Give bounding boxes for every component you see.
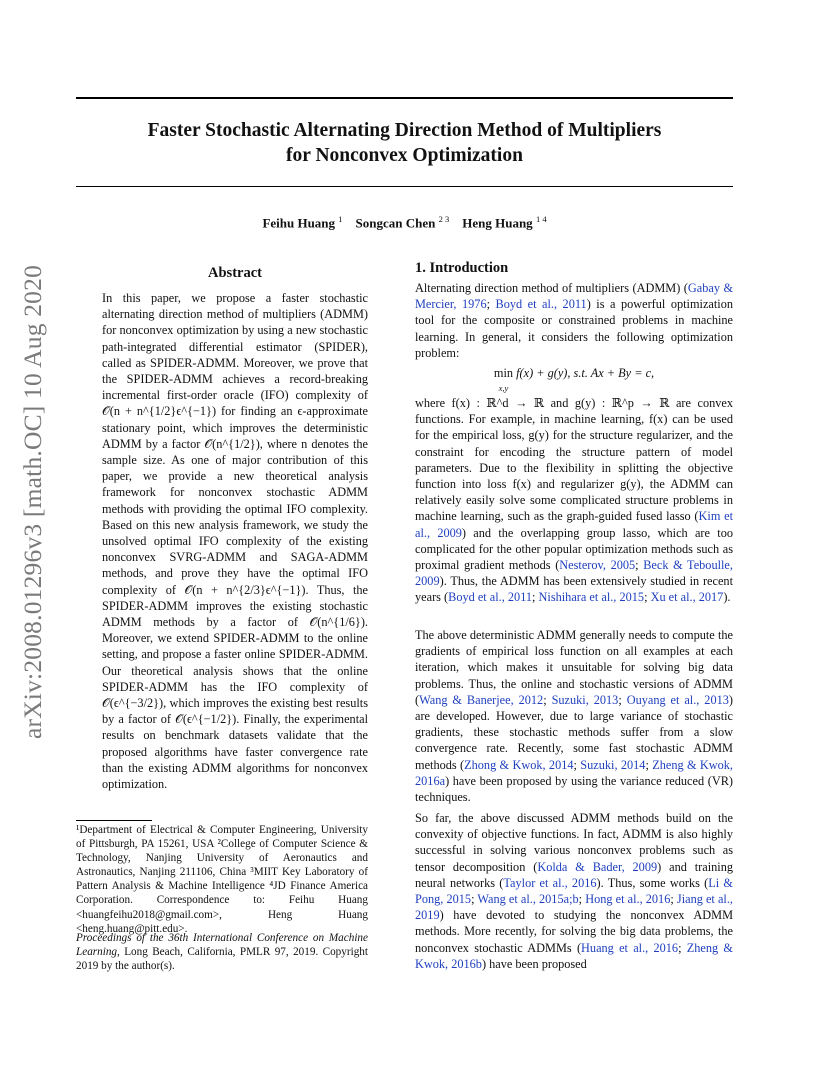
paper-title <box>76 118 733 168</box>
intro-paragraph-1: Alternating direction method of multipliers (ADMM) (Gabay & Mercier, 1976; Boyd et al., 2011) is a powerful optimization tool for the composite or constrained problems in machine learning. In general, it considers the following optimization problem: <box>415 281 734 360</box>
text-run: where f(x) : ℝ^d → ℝ and g(y) : ℝ^p → ℝ are convex functions. For example, in machine learning, f(x) can be used for the empirical loss, g(y) for the structure regularizer, and the constraint for encoding the structure pattern of model parameters. Due to the flexibility in splitting the objective function into loss f(x) and regularizer g(y), the ADMM can relatively easily solve some complicated structure problems in machine learning, such as the graph-guided fused lasso ( <box>415 396 733 524</box>
eq-body: f(x) + g(y), s.t. Ax + By = c, <box>516 366 655 380</box>
eq-min: min <box>493 366 514 380</box>
section-heading: 1. Introduction <box>415 260 509 276</box>
bottom-rule <box>76 186 733 187</box>
citation-link[interactable]: Kolda & Bader, 2009 <box>537 859 658 874</box>
citation-link[interactable]: Huang et al., 2016 <box>581 940 679 955</box>
text-run: The above deterministic ADMM generally needs to compute the gradients of empirical loss function on all examples at each iteration, which makes it unsuitable for solving big data problems. Thus, the online and stochastic versions of ADMM ( <box>415 628 733 707</box>
text-run: ) have been proposed by using the variance reduced (VR) techniques. <box>415 773 733 805</box>
citation-link[interactable]: Xu et al., 2017 <box>650 590 724 605</box>
citation-link[interactable]: Suzuki, 2013 <box>551 692 619 707</box>
affiliation-text: ¹Department of Electrical & Computer Engineering, University of Pittsburgh, PA 15261, USA ²College of Computer Science & Technology, Nanjing University of Aeronautics and Astronautics, Nanjing 211106, China ³MIIT Key Laboratory of Pattern Analysis & Machine Intelligence ⁴JD Finance America Corporation. Correspondence to: Feihu Huang <huangfeihu2018@gmail.com>, Heng Huang <heng.huang@pitt.edu>. <box>76 824 368 935</box>
citation-link[interactable]: Suzuki, 2014 <box>580 757 646 772</box>
text-run: ) have been proposed <box>481 956 587 971</box>
intro-paragraph-2: where f(x) : ℝ^d → ℝ and g(y) : ℝ^p → ℝ are convex functions. For example, in machine learning, f(x) can be used for the empirical loss, g(y) for the structure regularizer, and the constraint for encoding the structure pattern of model parameters. Due to the flexibility in splitting the objective function into loss f(x) and regularizer g(y), the ADMM can relatively easily solve some complicated structure problems in machine learning, such as the graph-guided fused lasso (Kim et al., 2009) and the overlapping group lasso, which are too complicated for the other popular optimization methods such as proximal gradient methods (Nesterov, 2005; Beck & Teboulle, 2009). Thus, the ADMM has been extensively studied in recent years (Boyd et al., 2011; Nishihara et al., 2015; Xu et al., 2017). <box>415 396 733 605</box>
text-run: ). Thus, the ADMM has been extensively studied in recent years ( <box>415 574 733 605</box>
citation-link[interactable]: Hong et al., 2016 <box>585 892 671 907</box>
citation-link[interactable]: Gabay & Mercier, 1976 <box>415 281 734 312</box>
proceedings-rest: , Long Beach, California, PMLR 97, 2019. Copyright 2019 by the author(s). <box>76 946 368 973</box>
abstract-text: In this paper, we propose a faster stochastic alternating direction method of multipliers (ADMM) for nonconvex optimization by using a new stochastic path-integrated differential estimator (SPIDER), called as SPIDER-ADMM. Moreover, we prove that the SPIDER-ADMM achieves a record-breaking incremental first-order oracle (IFO) complexity of 𝒪(n + n^{1/2}ϵ^{−1}) for finding an ϵ-approximate stationary point, which improves the deterministic ADMM by a factor 𝒪(n^{1/2}), where n denotes the sample size. As one of major contribution of this paper, we provide a new theoretical analysis framework for nonconvex stochastic ADMM methods with providing the optimal IFO complexity. Based on this new analysis framework, we study the unsolved optimal IFO complexity of the existing nonconvex SVRG-ADMM and SAGA-ADMM methods, and prove they have the optimal IFO complexity of 𝒪(n + n^{2/3}ϵ^{−1}). Thus, the SPIDER-ADMM improves the existing stochastic ADMM methods by a factor of 𝒪(n^{1/6}). Moreover, we extend SPIDER-ADMM to the online setting, and propose a faster online SPIDER-ADMM. Our theoretical analysis shows that the online SPIDER-ADMM has the IFO complexity of 𝒪(ϵ^{−3/2}), which improves the existing best results by a factor of 𝒪(ϵ^{−1/2}). Finally, the experimental results on benchmark datasets validate that the proposed algorithms have faster convergence rate than the existing ADMM algorithms for nonconvex optimization. <box>102 291 368 792</box>
affiliation-footnote <box>76 823 368 936</box>
citation-link[interactable]: Boyd et al., 2011 <box>448 590 533 605</box>
citation-link[interactable]: Wang & Banerjee, 2012 <box>419 692 544 707</box>
text-run: ) and training neural networks ( <box>415 859 734 890</box>
text-run: So far, the above discussed ADMM methods build on the convexity of objective functions. In fact, ADMM is also highly successful in solving various nonconvex problems such as tensor decomposition ( <box>415 811 733 874</box>
intro-paragraph-4: So far, the above discussed ADMM methods build on the convexity of objective functions. In fact, ADMM is also highly successful in solving various nonconvex problems such as tensor decomposition (Kolda & Bader, 2009) and training neural networks (Taylor et al., 2016). Thus, some works (Li & Pong, 2015; Wang et al., 2015a;b; Hong et al., 2016; Jiang et al., 2019) have devoted to studying the nonconvex ADMM methods. More recently, for solving the big data problems, the nonconvex stochastic ADMMs (Huang et al., 2016; Zheng & Kwok, 2016b) have been proposed <box>415 811 734 971</box>
author-name: Songcan Chen <box>355 215 436 231</box>
top-rule <box>76 97 733 99</box>
arxiv-stamp <box>18 260 48 744</box>
title-line-1: Faster Stochastic Alternating Direction Method of Multipliers <box>147 120 662 141</box>
author-list <box>76 214 733 231</box>
text-run: ) is a powerful optimization tool for the composite or constrained problems in machine learning. In general, it considers the following optimization problem: <box>415 297 733 360</box>
title-line-2: for Nonconvex Optimization <box>286 145 523 166</box>
citation-link[interactable]: Ouyang et al., 2013 <box>626 692 729 707</box>
text-run: ) are developed. However, due to large variance of stochastic gradients, these stochastic methods suffer from a slow convergence rate. Recently, some fast stochastic ADMM methods ( <box>415 692 734 772</box>
footnote-rule <box>76 820 152 821</box>
citation-link[interactable]: Zheng & Kwok, 2016a <box>415 757 734 788</box>
citation-link[interactable]: Nesterov, 2005 <box>559 558 636 573</box>
citation-link[interactable]: Kim et al., 2009 <box>415 509 733 540</box>
citation-link[interactable]: Taylor et al., 2016 <box>503 875 597 890</box>
author-affil: 2 3 <box>438 214 450 224</box>
author-name: Feihu Huang <box>262 215 336 231</box>
abstract-body <box>102 290 368 792</box>
intro-paragraph-3: The above deterministic ADMM generally needs to compute the gradients of empirical loss function on all examples at each iteration, which makes it unsuitable for solving big data problems. Thus, the online and stochastic versions of ADMM (Wang & Banerjee, 2012; Suzuki, 2013; Ouyang et al., 2013) are developed. However, due to large variance of stochastic gradients, these stochastic methods suffer from a slow convergence rate. Recently, some fast stochastic ADMM methods (Zhong & Kwok, 2014; Suzuki, 2014; Zheng & Kwok, 2016a) have been proposed by using the variance reduced (VR) techniques. <box>415 628 734 805</box>
text-run: Alternating direction method of multipliers (ADMM) ( <box>415 281 688 295</box>
text-run: ). Thus, some works ( <box>596 875 709 890</box>
author-affil: 1 <box>338 214 343 224</box>
arxiv-stamp-text: arXiv:2008.01296v3 [math.OC] 10 Aug 2020 <box>18 264 47 740</box>
proceedings-venue: Proceedings of the 36th International Conference on Machine Learning <box>76 932 368 959</box>
author-affil: 1 4 <box>535 214 547 224</box>
eq-subscript: x,y <box>498 383 509 393</box>
abstract-heading: Abstract <box>208 265 262 281</box>
text-run: ) and the overlapping group lasso, which are too complicated for the other popular optimization methods such as proximal gradient methods ( <box>415 525 733 573</box>
citation-link[interactable]: Jiang et al., 2019 <box>415 892 733 923</box>
optimization-equation <box>415 366 733 395</box>
citation-link[interactable]: Li & Pong, 2015 <box>415 875 733 907</box>
proceedings-footnote <box>76 931 368 973</box>
citation-link[interactable]: Nishihara et al., 2015 <box>538 590 645 605</box>
author-name: Heng Huang <box>462 215 533 231</box>
text-run: ) have devoted to studying the nonconvex ADMM methods. More recently, for solving the big data problems, the nonconvex stochastic ADMMs ( <box>415 908 733 955</box>
citation-link[interactable]: Zheng & Kwok, 2016b <box>415 940 733 971</box>
citation-link[interactable]: Boyd et al., 2011 <box>495 297 587 312</box>
citation-link[interactable]: Wang et al., 2015a;b <box>477 892 579 907</box>
citation-link[interactable]: Zhong & Kwok, 2014 <box>464 757 574 772</box>
citation-link[interactable]: Beck & Teboulle, 2009 <box>415 558 733 589</box>
